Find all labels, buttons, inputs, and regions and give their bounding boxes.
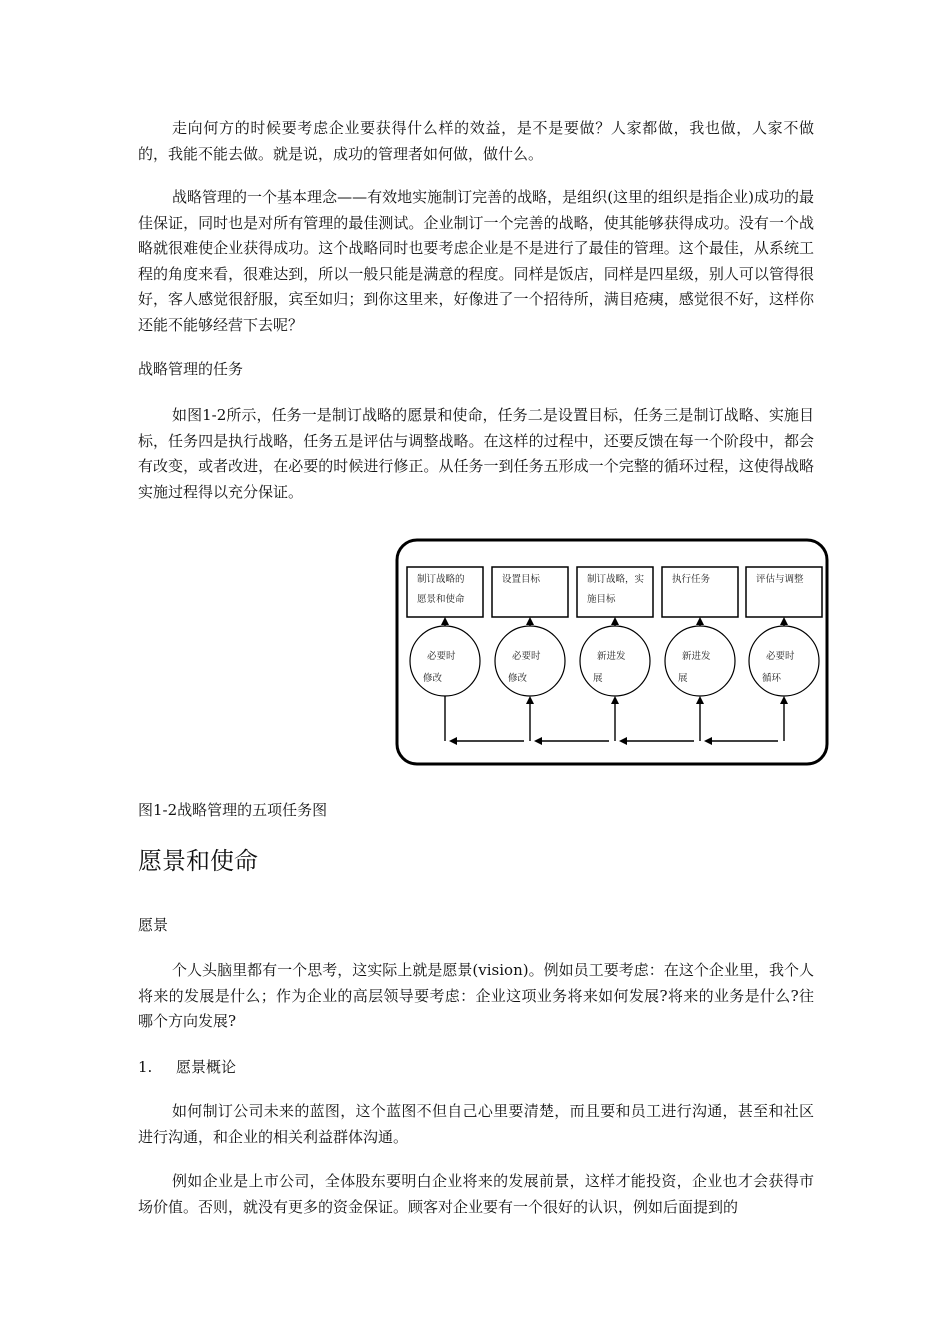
subheading-tasks: 战略管理的任务 bbox=[138, 360, 244, 378]
task-box-label: 施目标 bbox=[587, 594, 616, 605]
feedback-circle-label: 必要时 bbox=[427, 651, 456, 662]
task-box-label: 愿景和使命 bbox=[417, 594, 465, 605]
strategy-tasks-figure bbox=[394, 535, 832, 771]
task-box-label: 设置目标 bbox=[502, 574, 541, 585]
list-number: 1. bbox=[138, 1058, 153, 1076]
feedback-circle-label: 循环 bbox=[762, 673, 782, 684]
figure-caption: 图1-2战略管理的五项任务图 bbox=[138, 801, 328, 819]
task-box-label: 评估与调整 bbox=[756, 574, 804, 585]
feedback-circle-label: 新进发 bbox=[682, 651, 711, 662]
paragraph-5: 如何制订公司未来的蓝图，这个蓝图不但自己心里要清楚，而且要和员工进行沟通，甚至和社区进行沟通，和企业的相关利益群体沟通。 bbox=[138, 1102, 814, 1146]
feedback-circle-label: 新进发 bbox=[597, 651, 626, 662]
feedback-circle-label: 展 bbox=[593, 673, 603, 684]
task-box-label: 制订战略，实 bbox=[587, 574, 645, 585]
list-text: 愿景概论 bbox=[176, 1058, 237, 1076]
feedback-circle-label: 必要时 bbox=[766, 651, 795, 662]
section-heading: 愿景和使命 bbox=[138, 847, 258, 875]
feedback-circle-label: 修改 bbox=[423, 673, 443, 684]
task-box-label: 执行任务 bbox=[672, 574, 711, 585]
feedback-circle-label: 修改 bbox=[508, 673, 528, 684]
feedback-circle-label: 展 bbox=[678, 673, 688, 684]
paragraph-3: 如图1-2所示，任务一是制订战略的愿景和使命，任务二是设置目标，任务三是制订战略、实施目标，任务四是执行战略，任务五是评估与调整战略。在这样的过程中，还要反馈在每一个阶段中，都会有改变，或者改进，在必要的时候进行修正。从任务一到任务五形成一个完整的循环过程，这使得战略实施过程得以充分保证。 bbox=[138, 406, 814, 501]
paragraph-1: 走向何方的时候要考虑企业要获得什么样的效益，是不是要做？人家都做，我也做，人家不做的，我能不能去做。就是说，成功的管理者如何做，做什么。 bbox=[138, 119, 814, 163]
paragraph-2: 战略管理的一个基本理念——有效地实施制订完善的战略，是组织(这里的组织是指企业)成功的最佳保证，同时也是对所有管理的最佳测试。企业制订一个完善的战略，使其能够获得成功。没有一个战略就很难使企业获得成功。这个战略同时也要考虑企业是不是进行了最佳的管理。这个最佳，从系统工程的角度来看，很难达到，所以一般只能是满意的程度。同样是饭店，同样是四星级，别人可以管得很好，客人感觉很舒服，宾至如归；到你这里来，好像进了一个招待所，满目疮痍，感觉很不好，这样你还能不能够经营下去呢？ bbox=[138, 188, 814, 334]
strategy-tasks-diagram bbox=[394, 535, 832, 771]
paragraph-6: 例如企业是上市公司，全体股东要明白企业将来的发展前景，这样才能投资，企业也才会获得市场价值。否则，就没有更多的资金保证。顾客对企业要有一个很好的认识，例如后面提到的 bbox=[138, 1172, 814, 1216]
task-box-label: 制订战略的 bbox=[417, 574, 465, 585]
paragraph-4: 个人头脑里都有一个思考，这实际上就是愿景(vision)。例如员工要考虑：在这个企业里，我个人将来的发展是什么；作为企业的高层领导要考虑：企业这项业务将来如何发展?将来的业务是什么?往哪个方向发展? bbox=[138, 961, 814, 1030]
subheading-vision: 愿景 bbox=[138, 916, 169, 934]
list-item bbox=[138, 1056, 236, 1078]
feedback-circle-label: 必要时 bbox=[512, 651, 541, 662]
